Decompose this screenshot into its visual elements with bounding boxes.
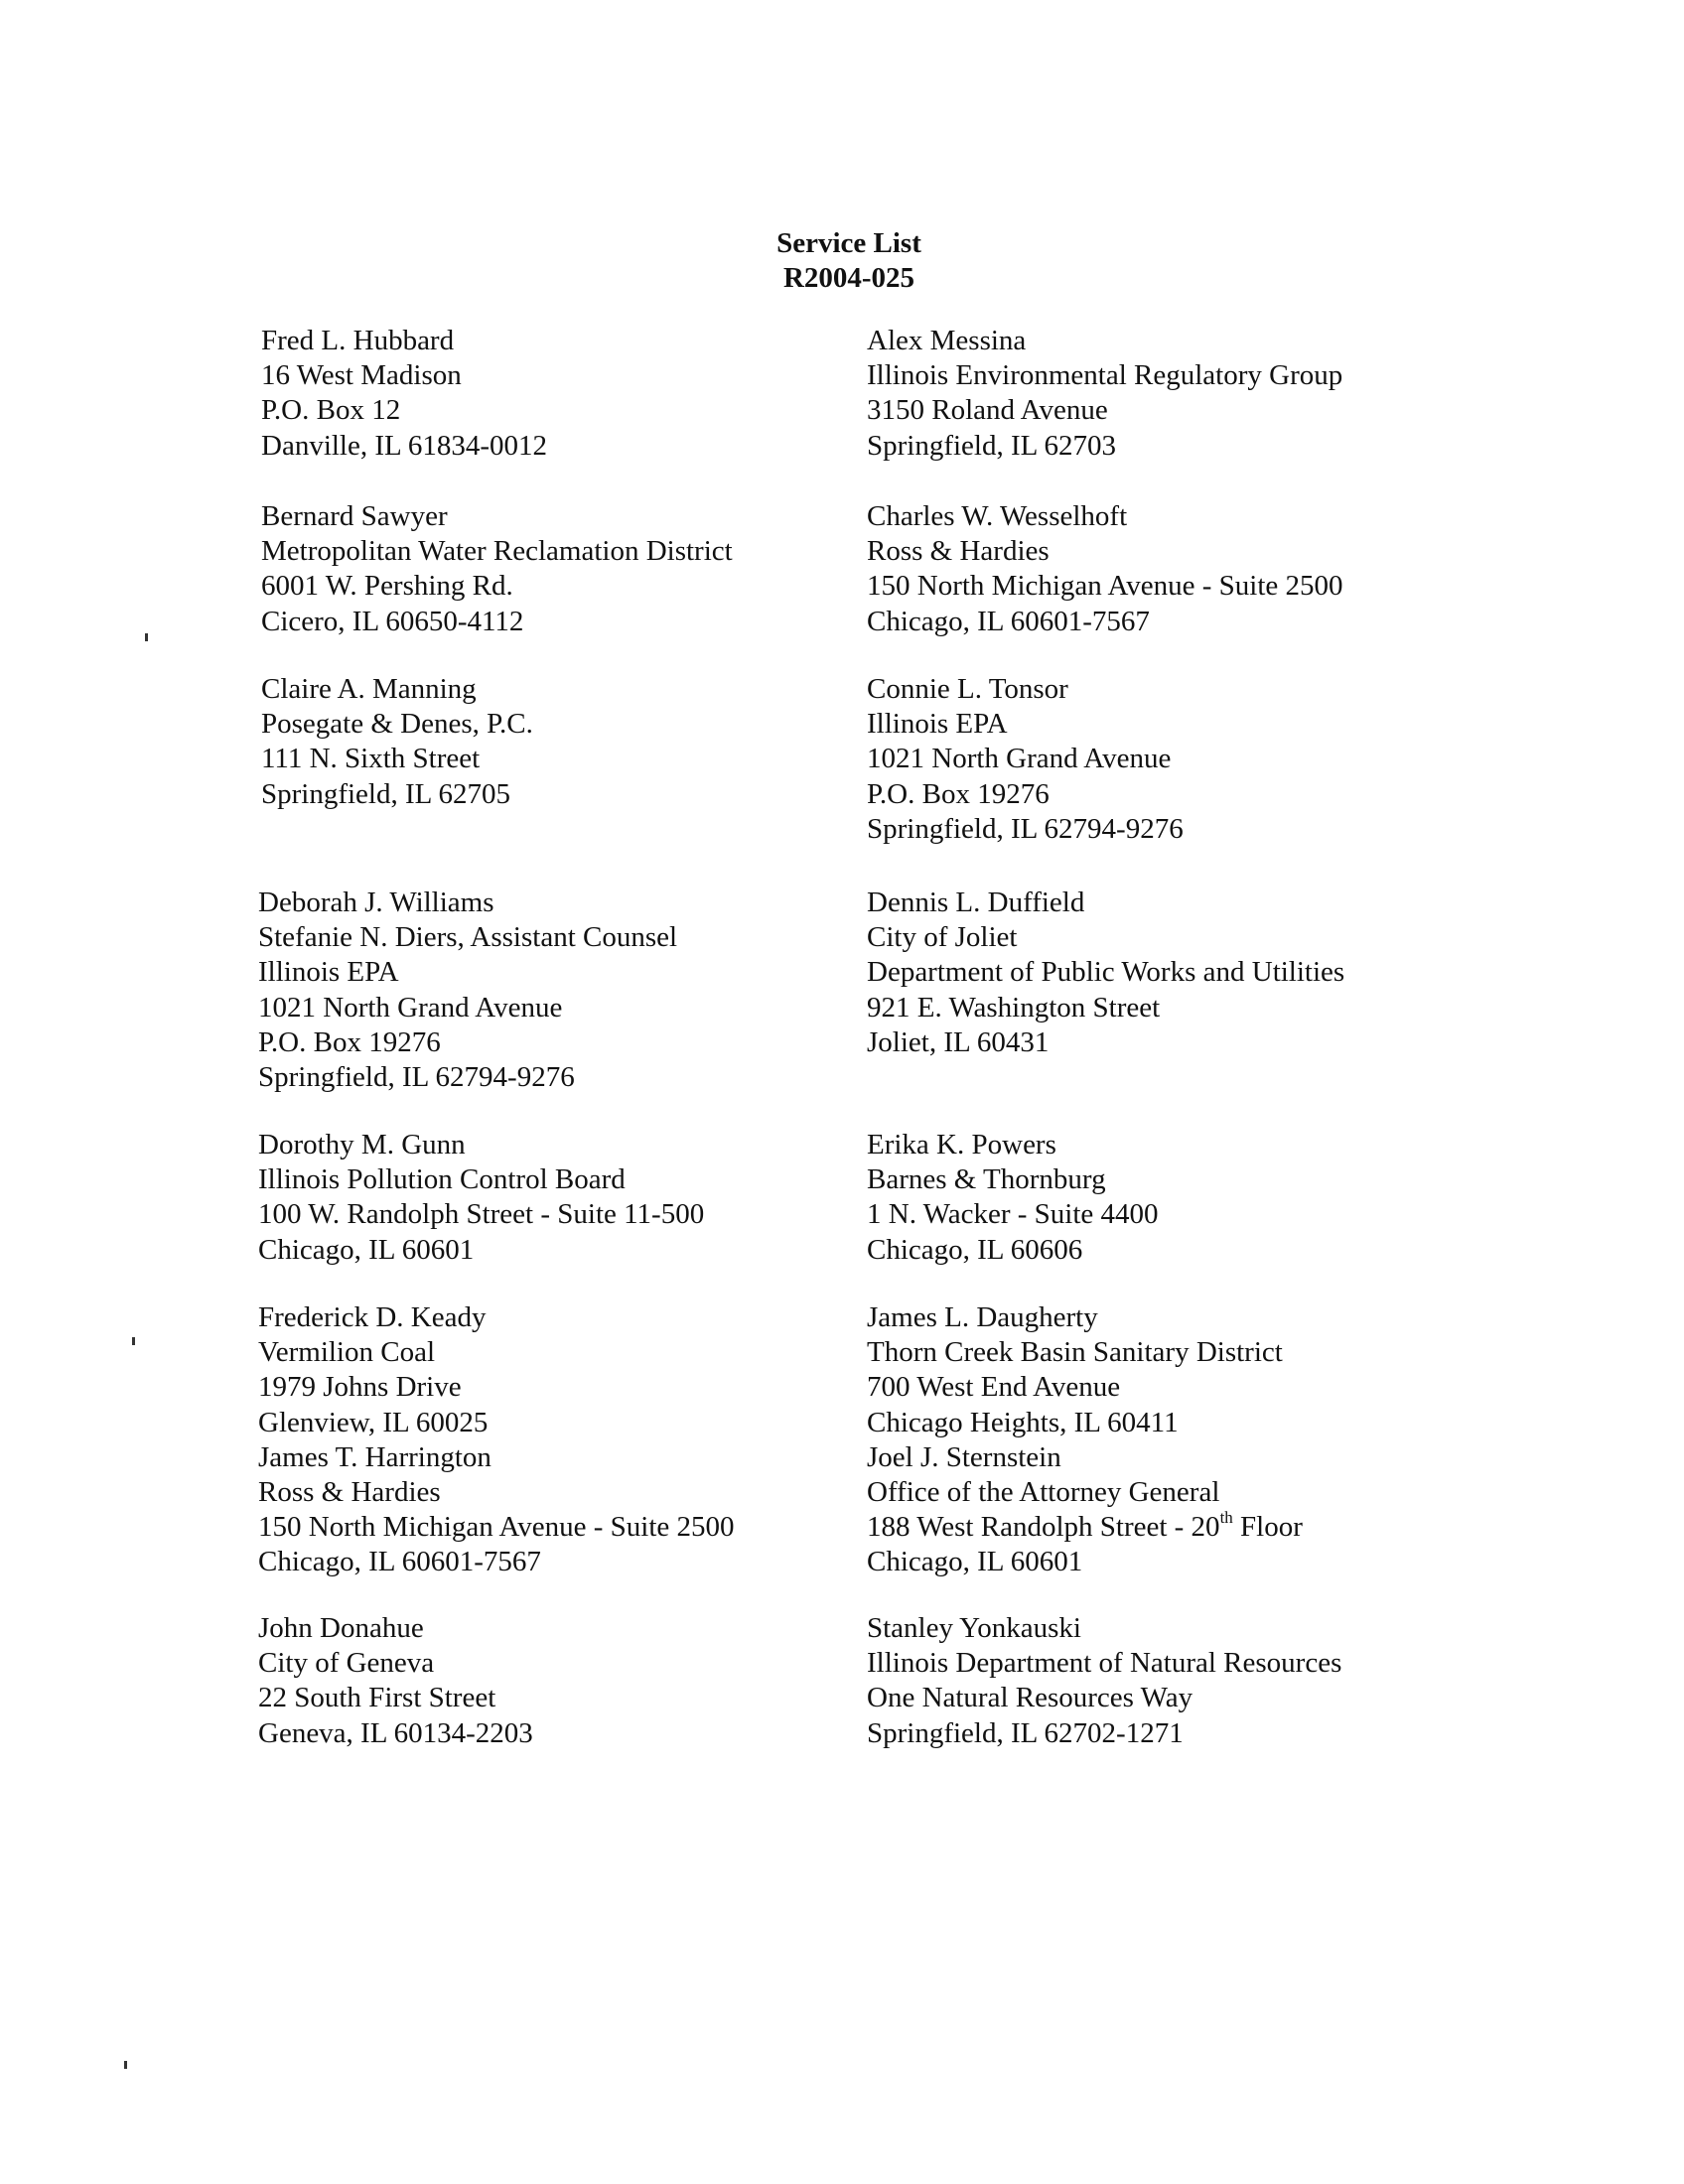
address-entry-manning (261, 672, 533, 812)
street-number-text: 188 West Randolph Street - 20 (867, 1511, 1220, 1544)
title-block (0, 226, 1684, 296)
entry-city: Springfield, IL 62702-1271 (867, 1716, 1184, 1749)
entry-organization-secondary: Office of the Attorney General (867, 1476, 1220, 1509)
entry-name: Charles W. Wesselhoft (867, 500, 1128, 532)
address-entry-messina (867, 324, 1342, 464)
entry-organization: Vermilion Coal (258, 1336, 436, 1369)
address-entry-sawyer (261, 499, 733, 639)
entry-organization: Barnes & Thornburg (867, 1163, 1106, 1196)
entry-organization: Illinois Pollution Control Board (258, 1163, 626, 1196)
entry-city: Glenview, IL 60025 (258, 1406, 489, 1438)
scan-speck (145, 633, 148, 641)
entry-city: Danville, IL 61834-0012 (261, 429, 548, 462)
entry-po-box: P.O. Box 19276 (258, 1025, 441, 1058)
entry-street: 16 West Madison (261, 359, 462, 392)
address-entry-donahue (258, 1611, 533, 1751)
entry-organization: Illinois Environmental Regulatory Group (867, 359, 1343, 392)
entry-po-box: P.O. Box 12 (261, 394, 401, 427)
entry-department: Department of Public Works and Utilities (867, 956, 1345, 989)
entry-organization: City of Geneva (258, 1647, 435, 1680)
address-entry-williams (258, 886, 677, 1095)
entry-city: Springfield, IL 62794-9276 (258, 1061, 575, 1094)
address-entry-keady (258, 1300, 735, 1580)
entry-name-secondary: Joel J. Sternstein (867, 1440, 1061, 1473)
entry-organization: City of Joliet (867, 921, 1018, 954)
entry-city-secondary: Chicago, IL 60601 (867, 1546, 1083, 1578)
entry-street: 1979 Johns Drive (258, 1371, 462, 1404)
entry-street: 921 E. Washington Street (867, 991, 1161, 1024)
address-entry-tonsor (867, 672, 1184, 847)
entry-street: 6001 W. Pershing Rd. (261, 570, 513, 603)
entry-name: Dorothy M. Gunn (258, 1129, 466, 1160)
entry-street-secondary (867, 1510, 1303, 1545)
address-entry-gunn (258, 1128, 704, 1268)
entry-name: Stanley Yonkauski (867, 1612, 1081, 1644)
entry-name: Connie L. Tonsor (867, 673, 1068, 705)
entry-street: 700 West End Avenue (867, 1371, 1121, 1404)
scan-speck (124, 2061, 127, 2069)
entry-city: Chicago, IL 60606 (867, 1233, 1083, 1266)
entry-city: Joliet, IL 60431 (867, 1025, 1050, 1058)
entry-organization: Thorn Creek Basin Sanitary District (867, 1336, 1283, 1369)
entry-organization: Metropolitan Water Reclamation District (261, 535, 733, 568)
entry-organization-secondary: Ross & Hardies (258, 1476, 441, 1509)
entry-name: Dennis L. Duffield (867, 887, 1085, 918)
entry-city: Geneva, IL 60134-2203 (258, 1716, 533, 1749)
entry-city: Cicero, IL 60650-4112 (261, 605, 524, 637)
entry-name: Fred L. Hubbard (261, 325, 455, 356)
entry-name-secondary: James T. Harrington (258, 1440, 491, 1473)
entry-name: John Donahue (258, 1612, 424, 1644)
entry-name: Claire A. Manning (261, 673, 477, 705)
entry-name-secondary: Stefanie N. Diers, Assistant Counsel (258, 921, 678, 954)
entry-city: Springfield, IL 62703 (867, 429, 1117, 462)
entry-street: 111 N. Sixth Street (261, 743, 481, 775)
entry-city: Springfield, IL 62794-9276 (867, 812, 1184, 845)
ordinal-superscript: th (1219, 1508, 1233, 1528)
entry-city: Springfield, IL 62705 (261, 777, 511, 810)
address-entry-yonkauski (867, 1611, 1341, 1751)
entry-name: Bernard Sawyer (261, 500, 448, 532)
entry-street: One Natural Resources Way (867, 1682, 1193, 1714)
docket-number: R2004-025 (782, 262, 915, 294)
entry-street: 22 South First Street (258, 1682, 496, 1714)
page-title: Service List (776, 227, 921, 259)
entry-city: Chicago Heights, IL 60411 (867, 1406, 1179, 1438)
address-entry-daugherty (867, 1300, 1303, 1580)
entry-city-secondary: Chicago, IL 60601-7567 (258, 1546, 541, 1578)
entry-po-box: P.O. Box 19276 (867, 777, 1050, 810)
entry-organization: Ross & Hardies (867, 535, 1050, 568)
entry-street-secondary: 150 North Michigan Avenue - Suite 2500 (258, 1511, 735, 1544)
address-entry-wesselhoft (867, 499, 1343, 639)
entry-street: 1 N. Wacker - Suite 4400 (867, 1198, 1159, 1231)
entry-street: 150 North Michigan Avenue - Suite 2500 (867, 570, 1343, 603)
entry-street: 1021 North Grand Avenue (258, 991, 563, 1024)
entry-name: Frederick D. Keady (258, 1301, 487, 1333)
entry-name: James L. Daugherty (867, 1301, 1098, 1333)
entry-name: Alex Messina (867, 325, 1027, 356)
entry-street: 3150 Roland Avenue (867, 394, 1108, 427)
entry-city: Chicago, IL 60601-7567 (867, 605, 1150, 637)
entry-name: Deborah J. Williams (258, 887, 494, 918)
entry-city: Chicago, IL 60601 (258, 1233, 475, 1266)
address-entry-hubbard (261, 324, 547, 464)
scan-speck (132, 1337, 135, 1345)
entry-name: Erika K. Powers (867, 1129, 1056, 1160)
entry-organization: Illinois EPA (258, 956, 399, 989)
entry-street: 100 W. Randolph Street - Suite 11-500 (258, 1198, 705, 1231)
floor-suffix: Floor (1232, 1511, 1303, 1544)
entry-organization: Illinois Department of Natural Resources (867, 1647, 1342, 1680)
entry-organization: Posegate & Denes, P.C. (261, 708, 533, 741)
entry-organization: Illinois EPA (867, 708, 1008, 741)
address-entry-duffield (867, 886, 1344, 1060)
address-entry-powers (867, 1128, 1159, 1268)
entry-street: 1021 North Grand Avenue (867, 743, 1172, 775)
